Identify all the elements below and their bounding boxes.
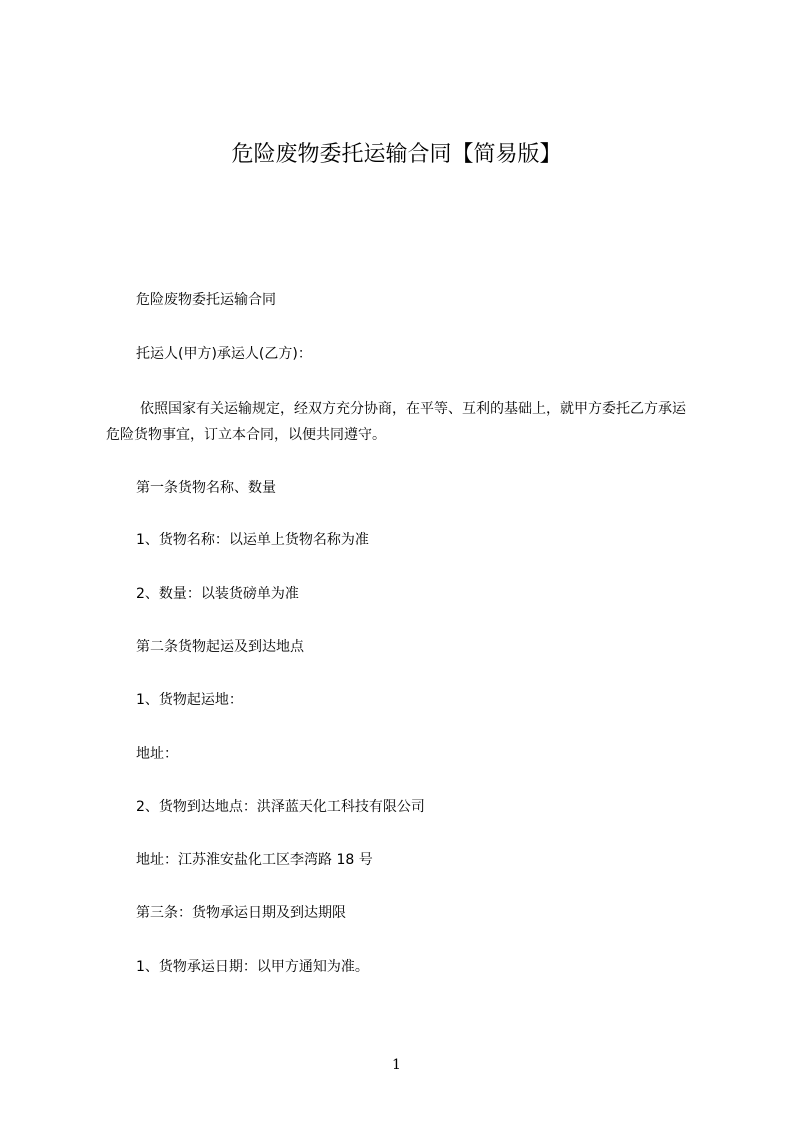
document-title: 危险废物委托运输合同【简易版】 (231, 142, 562, 167)
article2-destination-address: 地址：江苏淮安盐化工区李湾路 18 号 (136, 852, 373, 868)
article2-destination: 2、货物到达地点：洪泽蓝天化工科技有限公司 (136, 799, 425, 815)
parties-line: 托运人(甲方)承运人(乙方)： (136, 346, 312, 362)
page-number: 1 (392, 1057, 401, 1073)
preamble-paragraph: 依照国家有关运输规定，经双方充分协商，在平等、互利的基础上，就甲方委托乙方承运危险货物事宜，订立本合同，以便共同遵守。 (106, 401, 686, 443)
article2-origin: 1、货物起运地： (136, 692, 243, 708)
article1-heading: 第一条货物名称、数量 (136, 480, 276, 496)
article1-item1: 1、货物名称：以运单上货物名称为准 (136, 532, 369, 548)
article2-heading: 第二条货物起运及到达地点 (136, 639, 304, 655)
article3-item1: 1、货物承运日期：以甲方通知为准。 (136, 959, 369, 975)
article2-origin-address: 地址： (136, 746, 178, 762)
article3-heading: 第三条：货物承运日期及到达期限 (136, 905, 346, 921)
article1-item2: 2、数量：以装货磅单为准 (136, 586, 299, 602)
contract-heading: 危险废物委托运输合同 (136, 292, 276, 308)
